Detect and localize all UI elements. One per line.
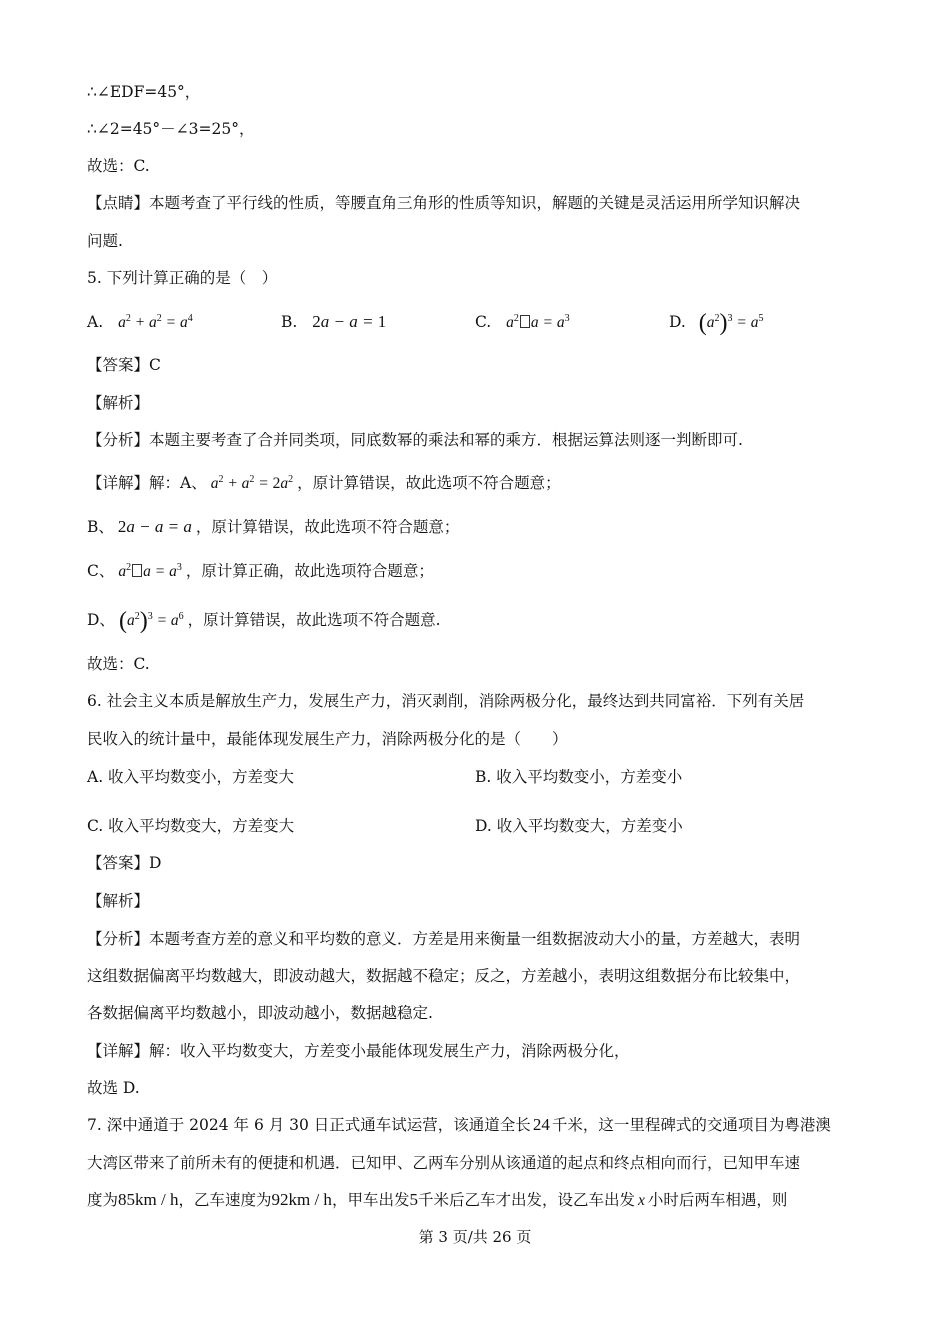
detail-5a: 【详解】解：A、 $a^2 + a^2 = 2a^2$ ，原计算错误，故此选项不符合题意； [87, 473, 561, 492]
answer-5: 【答案】C [87, 356, 161, 374]
analysis-6: 【分析】本题考查方差的意义和平均数的意义．方差是用来衡量一组数据波动大小的量，方差越大，表明 [87, 930, 801, 948]
page-footer: 第 3 页/共 26 页 [418, 1228, 532, 1246]
analysis-5: 【分析】本题主要考查了合并同类项，同底数幂的乘法和幂的乘方．根据运算法则逐一判断即可. [87, 431, 743, 449]
option-label: B. [281, 313, 298, 331]
option-label: C. [475, 313, 492, 331]
option-5d: D. $(a^2)^3 = a^5$ [669, 310, 764, 336]
text-line: 故选 D. [87, 1079, 140, 1097]
text-line: 问题. [87, 232, 123, 250]
question-7-cont: 度为85km / h，乙车速度为92km / h，甲车出发5千米后乙车才出发，设乙车出发 x 小时后两车相遇，则 [87, 1190, 788, 1209]
question-5: 5. 下列计算正确的是（ ） [87, 269, 278, 287]
analysis-6: 各数据偏离平均数越小，即波动越小，数据越稳定. [87, 1004, 433, 1022]
question-6-cont: 民收入的统计量中，最能体现发展生产力，消除两极分化的是（ ） [87, 730, 568, 748]
text-line: 故选：C. [87, 157, 150, 175]
text-line: 【点睛】本题考查了平行线的性质，等腰直角三角形的性质等知识，解题的关键是灵活运用所学知识解决 [87, 194, 801, 212]
answer-6: 【答案】D [87, 854, 162, 872]
option-6d: D. 收入平均数变大，方差变小 [475, 817, 683, 835]
question-6: 6. 社会主义本质是解放生产力，发展生产力，消灭剥削，消除两极分化，最终达到共同富裕．下列有关居 [87, 692, 805, 710]
question-7: 7. 深中通道于 2024 年 6 月 30 日正式通车试运营，该通道全长 24 千米，这一里程碑式的交通项目为粤港澳 [87, 1115, 831, 1134]
option-6c: C. 收入平均数变大，方差变大 [87, 817, 295, 835]
text-line: ∴∠2=45°－∠3=25°， [87, 120, 255, 138]
option-label: A. [87, 313, 104, 331]
detail-5b: B、 2a − a = a ，原计算错误，故此选项不符合题意； [87, 517, 460, 536]
option-5a: A. $a^2 + a^2 = a^4$ [87, 312, 193, 331]
option-6a: A. 收入平均数变小，方差变大 [87, 768, 295, 786]
question-7-cont: 大湾区带来了前所未有的便捷和机遇．已知甲、乙两车分别从该通道的起点和终点相向而行，已知甲车速 [87, 1154, 801, 1172]
option-6b: B. 收入平均数变小，方差变小 [475, 768, 683, 786]
analysis-header-5: 【解析】 [87, 394, 150, 412]
analysis-header-6: 【解析】 [87, 892, 150, 910]
text-line: 故选：C. [87, 655, 150, 673]
detail-6: 【详解】解：收入平均数变大，方差变小最能体现发展生产力，消除两极分化， [87, 1042, 630, 1060]
option-label: D. [669, 313, 686, 331]
option-5c: C. $a^2$ $a = a^3$ [475, 312, 570, 331]
detail-5c: C、 $a^2$ $a = a^3$ ，原计算正确，故此选项符合题意； [87, 561, 434, 580]
analysis-6: 这组数据偏离平均数越大，即波动越大，数据越不稳定；反之，方差越小，表明这组数据分布比较集中， [87, 967, 801, 985]
detail-5d: D、 $(a^2)^3 = a^6$ ，原计算错误，故此选项不符合题意. [87, 608, 441, 634]
option-5b: B. 2a − a = 1 [281, 312, 387, 331]
text-line: ∴∠EDF=45°， [87, 83, 201, 101]
